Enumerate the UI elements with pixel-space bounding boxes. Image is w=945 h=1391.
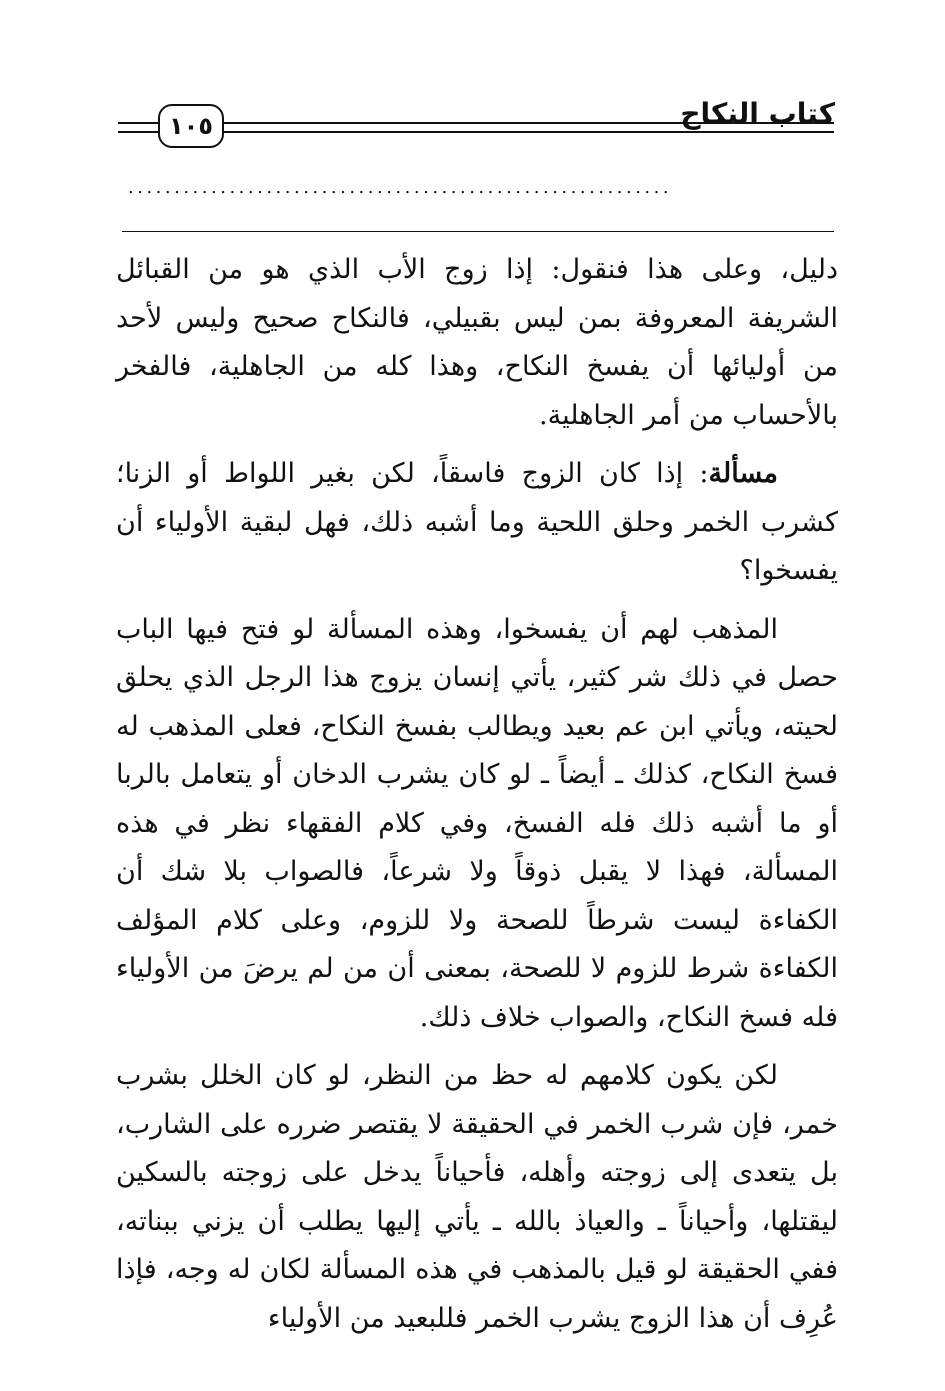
header-rule-right-top [222, 122, 834, 124]
page-number-badge [158, 104, 224, 148]
issue-term: مسألة [708, 458, 778, 489]
paragraph-3 [116, 606, 838, 1043]
section-separator-line [122, 231, 834, 232]
paragraph-4 [116, 1052, 838, 1343]
paragraph-3-text: المذهب لهم أن يفسخوا، وهذه المسألة لو فتح فيها الباب حصل في ذلك شر كثير، يأتي إنسان يزوج هذا الرجل الذي يحلق لحيته، ويأتي ابن عم بعيد ويطالب بفسخ النكاح، فعلى المذهب له فسخ النكاح، كذلك ـ أيضاً ـ لو كان يشرب الدخان أو يتعامل بالربا أو ما أشبه ذلك فله الفسخ، وفي كلام الفقهاء نظر في هذه المسألة، فهذا لا يقبل ذوقاً ولا شرعاً، فالصواب بلا شك أن الكفاءة ليست شرطاً للصحة ولا للزوم، وعلى كلام المؤلف الكفاءة شرط للزوم لا للصحة، بمعنى أن من لم يرضَ من الأولياء فله فسخ النكاح، والصواب خلاف ذلك. [116, 613, 838, 1033]
paragraph-1-text: دليل، وعلى هذا فنقول: إذا زوج الأب الذي هو من القبائل الشريفة المعروفة بمن ليس بقبيلي، فالنكاح صحيح وليس لأحد من أوليائها أن يفسخ النكاح، وهذا كله من الجاهلية، فالفخر بالأحساب من أمر الجاهلية. [116, 254, 838, 431]
page-number: ١٠٥ [169, 112, 213, 140]
body-text [116, 246, 838, 1343]
paragraph-2-text: : إذا كان الزوج فاسقاً، لكن بغير اللواط أو الزنا؛ كشرب الخمر وحلق اللحية وما أشبه ذلك، فهل لبقية الأولياء أن يفسخوا؟ [116, 458, 838, 586]
paragraph-4-text: لكن يكون كلامهم له حظ من النظر، لو كان الخلل بشرب خمر، فإن شرب الخمر في الحقيقة لا يقتصر ضرره على الشارب، بل يتعدى إلى زوجته وأهله، فأحياناً يدخل على زوجته بالسكين ليقتلها، وأحياناً ـ والعياذ بالله ـ يأتي إليها يطلب أن يزني ببناته، ففي الحقيقة لو قيل بالمذهب في هذه المسألة لكان له وجه، فإذا عُرِف أن هذا الزوج يشرب الخمر فللبعيد من الأولياء [116, 1060, 838, 1334]
dotted-separator: ........................................................... [128, 178, 673, 198]
header-rule-left-bottom [118, 131, 160, 133]
header-rule-right-bottom [222, 131, 834, 133]
header-rule-left-top [118, 122, 160, 124]
paragraph-2 [116, 450, 838, 596]
book-title: كتاب النكاح [680, 97, 835, 130]
paragraph-1 [116, 246, 838, 440]
